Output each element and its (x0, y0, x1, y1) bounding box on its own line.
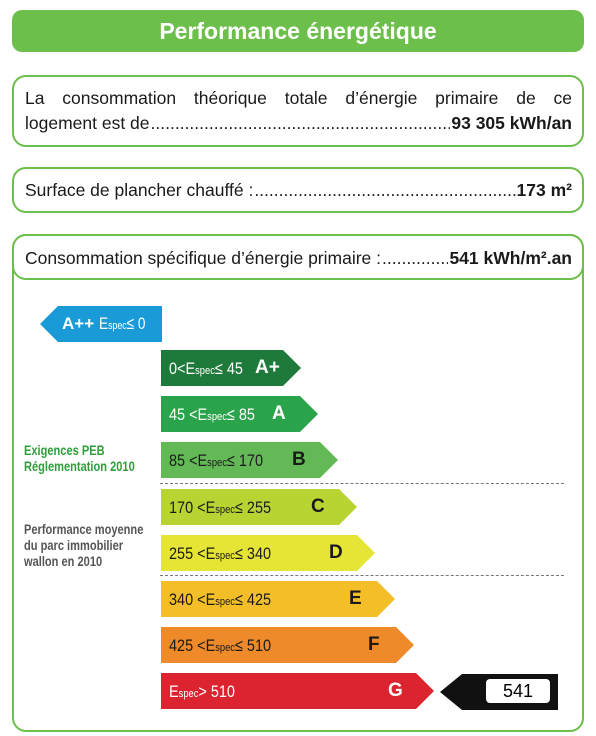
surface-row (25, 180, 572, 201)
wal-line1: Performance moyenne (24, 522, 144, 537)
class-range-label: 45 <Espec≤ 85 (169, 405, 255, 425)
walloon-average-label (24, 522, 143, 570)
class-arrow-g (161, 673, 434, 709)
leader-dots (151, 111, 451, 136)
consumption-line1: La consommation théorique totale d’énergie primaire de ce (25, 88, 572, 108)
class-arrow-c (161, 489, 357, 525)
peb-threshold-line (160, 483, 564, 484)
peb-line2: Réglementation 2010 (24, 459, 135, 474)
peb-line1: Exigences PEB (24, 443, 105, 458)
consumption-value: 93 305 kWh/an (451, 113, 572, 133)
class-letter: D (329, 541, 343, 563)
page-title: Performance énergétique (12, 10, 584, 52)
class-arrow-f (161, 627, 414, 663)
result-value: 541 (486, 679, 550, 703)
surface-box (12, 167, 584, 213)
consumption-line2 (25, 111, 572, 136)
class-arrow-a (161, 396, 318, 432)
result-marker (440, 674, 558, 710)
class-range-label: 425 <Espec≤ 510 (169, 636, 272, 656)
class-aplusplus-arrow (40, 306, 162, 342)
class-arrow-d (161, 535, 375, 571)
class-range-label: 170 <Espec≤ 255 (169, 497, 272, 517)
surface-value: 173 m² (516, 180, 572, 200)
leader-dots (254, 180, 515, 201)
class-letter: A+ (255, 357, 280, 378)
class-range-label: 255 <Espec≤ 340 (169, 543, 272, 563)
specific-consumption-header (12, 234, 584, 280)
specific-value: 541 kWh/m².an (449, 248, 572, 268)
aplusplus-label (62, 314, 157, 334)
class-arrow-b (161, 442, 338, 478)
class-range-label: Espec> 510 (169, 682, 235, 702)
aplusplus-letter: A++ (62, 314, 95, 333)
specific-label: Consommation spécifique d’énergie primaire : (25, 248, 382, 268)
wal-line3: wallon en 2010 (24, 554, 103, 569)
walloon-threshold-line (160, 575, 564, 576)
class-range-label: 340 <Espec≤ 425 (169, 590, 272, 609)
class-letter: G (388, 680, 403, 702)
specific-row (25, 248, 572, 269)
peb-requirement-label (24, 443, 135, 475)
total-consumption-box (12, 75, 584, 147)
wal-line2: du parc immobilier (24, 538, 124, 553)
class-range-label: 0<Espec≤ 45 (169, 359, 243, 378)
class-arrow-e (161, 581, 395, 617)
consumption-label: logement est de (25, 113, 150, 133)
leader-dots (382, 248, 448, 269)
class-letter: F (368, 634, 380, 656)
aplusplus-rule: Espec≤ 0 (98, 314, 146, 333)
class-letter: C (311, 495, 325, 517)
class-letter: A (272, 403, 286, 425)
class-arrow-aplus (161, 350, 301, 386)
class-letter: B (292, 449, 306, 471)
class-range-label: 85 <Espec≤ 170 (169, 451, 263, 471)
surface-label: Surface de plancher chauffé : (25, 180, 254, 200)
class-letter: E (349, 588, 362, 609)
